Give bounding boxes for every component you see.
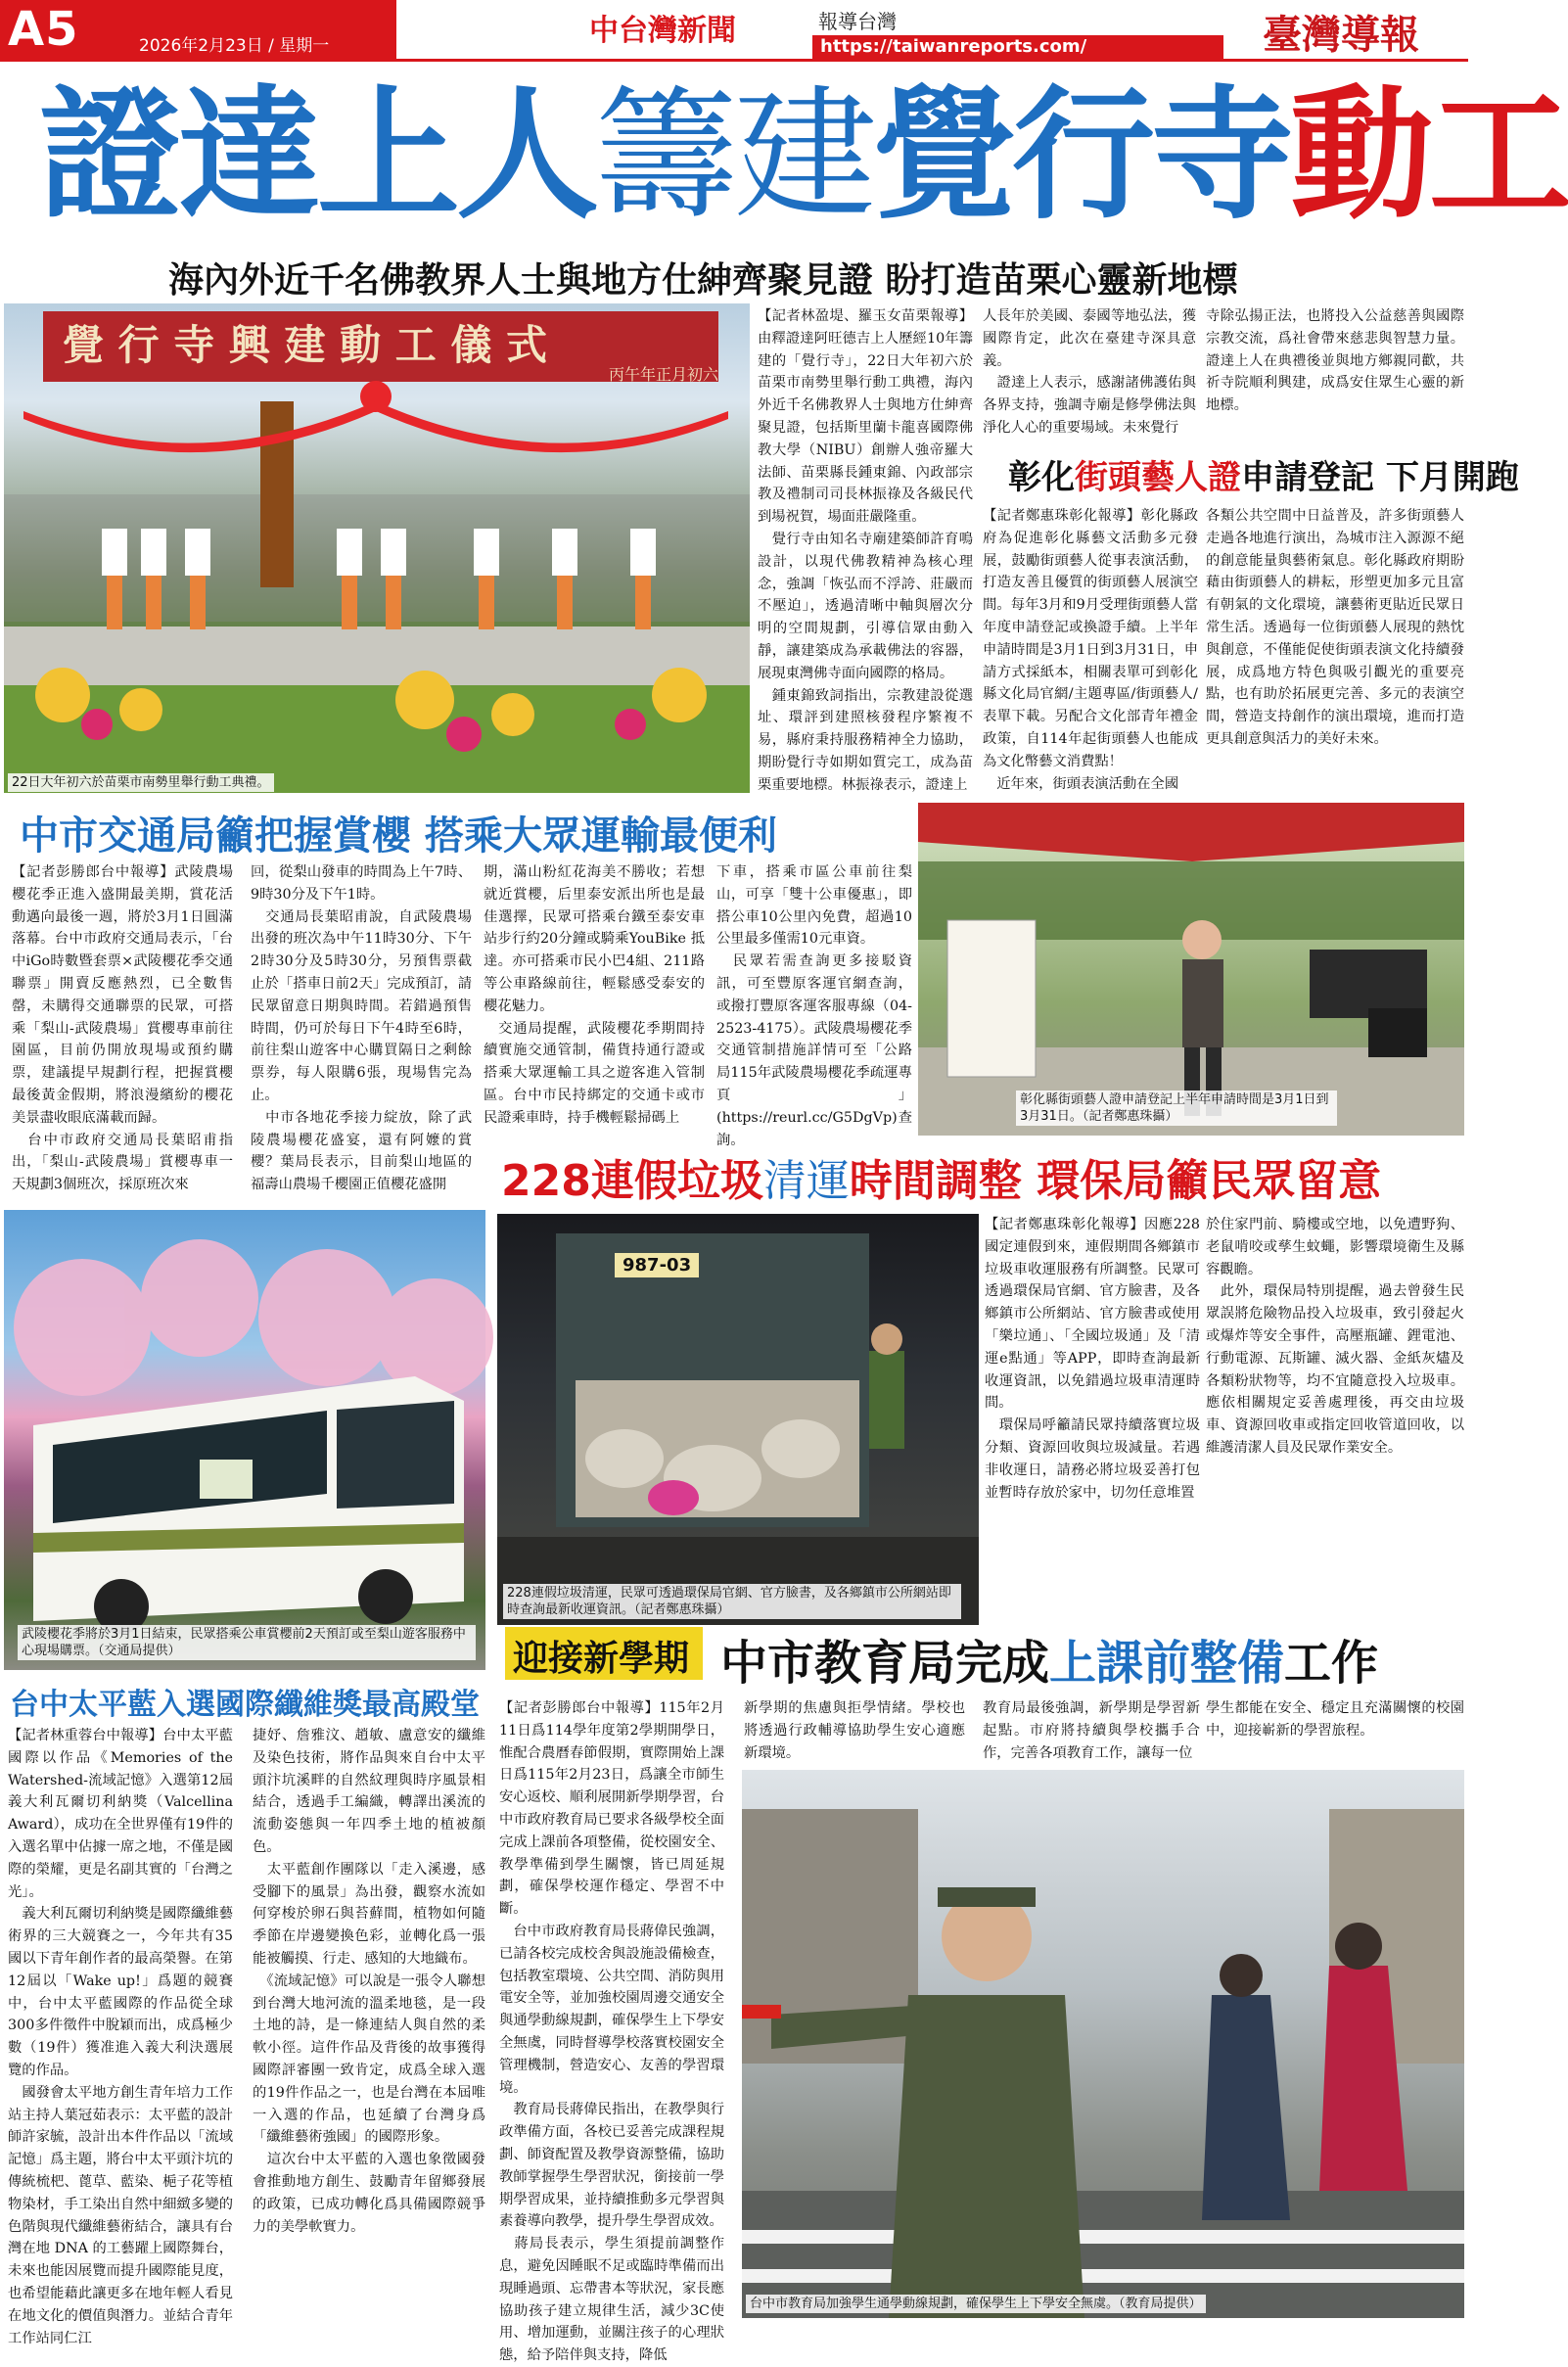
garbage-caption: 228連假垃圾清運，民眾可透過環保局官網、官方臉書，及各鄉鎮市公所網站即時查詢最新收運資訊。（記者鄭惠珠攝） — [503, 1584, 961, 1619]
education-kicker: 迎接新學期 — [513, 1639, 690, 1679]
education-col1: 【記者彭勝郎台中報導】115年2月11日爲114學年度第2學期開學日，惟配合農曆春節假期，實際開始上課日爲115年2月23日，爲讓全市師生安心返校、順利展開新學期學習，台中市政府教育局已要求各級學校全面完成上課前各項整備，從校園安全、教學準備到學生關懷，皆已周延規劃，確保學校運作穩定、學習不中斷。 台中市政府教育局長蔣偉民強調，已請各校完成校舍與設施設備檢查，包括教室環境、公共空間、消防與用電安全等，並加強校園周邊交通安全與通學動線規劃，確保學生上下學安全無虞，同時督導學校落實校園安全管理機制，營造安心、友善的學習環境。 教育局長蔣偉民指出，在教學與行政準備方面，各校已妥善完成課程規劃、師資配置及教學資源整備，協助教師掌握學生學習狀況，銜接前一學期學習成果，並持續推動多元學習與素養導向教學，提升學生學習成效。 蔣局長表示，學生須提前調整作息，避免因睡眠不足或臨時準備而出現睡過頭、忘帶書本等狀況，家長應協助孩子建立規律生活，減少3C使用、增加運動，並關注孩子的心理狀態，給予陪伴與支持，降低 — [499, 1700, 724, 2364]
street-art-title-post: 申請登記 下月開跑 — [1241, 458, 1519, 497]
lead-article-col3: 寺除弘揚正法，也將投入公益慈善與國際宗教交流，爲社會帶來慈悲與智慧力量。證達上人在典禮後並與地方鄉親同歡，共祈寺院順利興建，成爲安住眾生心靈的新地標。 — [1206, 308, 1464, 414]
transport-col4: 下車，搭乘市區公車前往梨山，可享「雙十公車優惠」，即搭公車10公里內免費，超過10公里最多僅需10元車資。 民眾若需查詢更多接駁資訊，可至豐原客運官網查詢，或撥打豐原客運客服專線（04-2523-4175）。武陵農場櫻花季交通管制措施詳情可至「公路局115年武陵農場櫻花季疏運專頁」(https://reurl.cc/G5DgVp)查詢。 — [716, 864, 912, 1148]
ceremony-caption: 22日大年初六於苗栗市南勢里舉行動工典禮。 — [8, 773, 274, 792]
section-name: 中台灣新聞 — [589, 14, 736, 48]
textile-col2: 捷妤、詹雅汶、趙敏、盧意安的纖維及染色技術，將作品與來自台中太平頭汴坑溪畔的自然紋理與時序風景相結合，透過手工編織，轉譯出溪流的流動姿態與一年四季土地的植被顏色。 太平藍創作團隊以「走入溪邊，感受腳下的風景」為出發，觀察水流如何穿梭於卵石與苔蘚間，植物如何隨季節在岸邊變換色彩，並轉化爲一張能被觸摸、行走、感知的大地織布。 《流域記憶》可以說是一張令人聯想到台灣大地河流的溫柔地毯，是一段土地的詩，是一條連結人與自然的柔軟小徑。這件作品及背後的故事獲得國際評審團一致肯定，成爲全球入選的19件作品之一，也是台灣在本屆唯一入選的作品，也延續了台灣身爲「纖維藝術強國」的國際形象。 這次台中太平藍的入選也象徵國發會推動地方創生、鼓勵青年留鄉發展的政策，已成功轉化爲具備國際競爭力的美學軟實力。 — [253, 1728, 485, 2235]
street-art-title-highlight: 街頭藝人證 — [1075, 458, 1241, 497]
transport-title: 中市交通局籲把握賞櫻 搭乘大眾運輸最便利 — [20, 813, 777, 859]
education-title-a: 中市教育局完成 — [720, 1636, 1050, 1691]
street-performer-photo — [918, 803, 1464, 1136]
site-url[interactable]: https://taiwanreports.com/ — [820, 36, 1087, 57]
garbage-title-b: 清運 — [762, 1156, 850, 1206]
garbage-title-a: 228連假垃圾 — [501, 1156, 763, 1206]
lead-article-col2: 人長年於美國、泰國等地弘法，獲國際肯定，此次在臺建寺深具意義。 證達上人表示，感謝諸佛護佑與各界支持，強調寺廟是修學佛法與淨化人心的重要場域。未來覺行 — [983, 308, 1196, 436]
transport-col1: 【記者彭勝郎台中報導】武陵農場櫻花季正進入盛開最美期，賞花活動邁向最後一週，將於3月1日圓滿落幕。台中市政府交通局表示，「台中iGo時數暨套票×武陵櫻花季交通聯票」開賣反應熱烈，已全數售罄，未購得交通聯票的民眾，可搭乘「梨山-武陵農場」賞櫻專車前往園區，目前仍開放現場或預約購票，建議提早規劃行程，把握賞櫻最後黃金假期，將浪漫繽紛的櫻花美景盡收眼底滿載而歸。 台中市政府交通局長葉昭甫指出，「梨山-武陵農場」賞櫻專車一天規劃3個班次，採原班次來 — [12, 864, 233, 1193]
garbage-col2: 於住家門前、騎樓或空地，以免遭野狗、老鼠啃咬或孳生蚊蠅，影響環境衛生及縣容觀瞻。 此外，環保局特別提醒，過去曾發生民眾誤將危險物品投入垃圾車，致引發起火或爆炸等安全事件，高壓瓶罐、鋰電池、行動電源、瓦斯罐、滅火器、金紙灰燼及各類粉狀物等，均不宜隨意投入垃圾車。應依相關規定妥善處理後，再交由垃圾車、資源回收車或指定回收管道回收，以維護清潔人員及民眾作業安全。 — [1206, 1217, 1464, 1456]
traffic-guard-photo — [742, 1770, 1464, 2318]
traffic-guard-scene — [742, 1770, 1464, 2318]
transport-col3: 期，滿山粉紅花海美不勝收；若想就近賞櫻，后里泰安派出所也是最佳選擇，民眾可搭乘台鐵至泰安車站步行約20分鐘或騎乘YouBike 抵達。亦可搭乘市民小巴4組、211路等公車路線前往，輕鬆感受泰安的櫻花魅力。 交通局提醒，武陵櫻花季期間持續實施交通管制，備貨持通行證或搭乘大眾運輸工具之遊客進入管制區。台中市民持綁定的交通卡或市民證乘車時，持手機輕鬆掃碼上 — [484, 864, 705, 1126]
street-art-title-pre: 彰化 — [1008, 458, 1075, 497]
ceremony-banner-text: 覺 行 寺 興 建 動 工 儀 式 — [63, 321, 547, 369]
report-label: 報導台灣 — [818, 10, 897, 33]
education-title-highlight: 上課前整備 — [1049, 1636, 1285, 1691]
education-title — [720, 1625, 1378, 1693]
ceremony-banner-date: 丙午年正月初六 — [609, 365, 719, 384]
bus-photo — [4, 1210, 485, 1670]
transport-col2: 回，從梨山發車的時間為上午7時、9時30分及下午1時。 交通局長葉昭甫說，自武陵農場出發的班次為中午11時30分、下午2時30分及5時30分，另預售票截止於「搭車日前2天」完成預訂，請民眾留意日期與時間。若錯過預售時間，仍可於每日下午4時至6時，前往梨山遊客中心購買隔日之剩餘票券，每人限購6張，現場售完為止。 中市各地花季接力綻放，除了武陵農場櫻花盛宴，還有阿嬤的賞櫻？葉局長表示，目前梨山地區的福壽山農場千櫻園正值櫻花盛開 — [251, 864, 472, 1193]
transport-caption: 武陵櫻花季將於3月1日結束，民眾搭乘公車賞櫻前2天預訂或至梨山遊客服務中心現場購票。（交通局提供） — [18, 1625, 476, 1660]
street-art-caption: 彰化縣街頭藝人證申請登記上半年申請時間是3月1日到3月31日。（記者鄭惠珠攝） — [1016, 1091, 1337, 1126]
lead-article-col1: 【記者林盈堤、羅玉女苗栗報導】由釋證達阿旺德吉上人歷經10年籌建的「覺行寺」，22日大年初六於苗栗市南勢里舉行動工典禮，海內外近千名佛教界人士與地方仕紳齊聚見證，包括斯里蘭卡龍喜國際佛教大學（NIBU）創辦人強帝羅大法師、苗栗縣長鍾東錦、內政部宗教及禮制司司長林振祿及各級民代到場祝賀，場面莊嚴隆重。 覺行寺由知名寺廟建築師許育鳴設計，以現代佛教精神為核心理念，強調「恢弘而不浮誇、莊嚴而不壓迫」，透過清晰中軸與層次分明的空間規劃，引導信眾由動入靜，讓建築成為承載佛法的容器，展現東灣佛寺面向國際的格局。 鍾東錦致詞指出，宗教建設從選址、環評到建照核發程序繁複不易，縣府秉持服務精神全力協助，期盼覺行寺如期如質完工，成為苗栗重要地標。林振祿表示，證達上 — [758, 308, 973, 793]
lead-headline — [39, 63, 1568, 249]
issue-date: 2026年2月23日 / 星期一 — [139, 36, 330, 56]
truck-plate: 987-03 — [615, 1253, 699, 1277]
newspaper-logo: 臺灣導報 — [1263, 12, 1419, 58]
headline-part-4: 動工 — [1290, 72, 1568, 239]
headline-part-2: 籌建 — [595, 72, 873, 239]
garbage-truck-photo — [497, 1214, 979, 1625]
education-col3: 教育局最後強調，新學期是學習新起點。市府將持續與學校攜手合作，完善各項教育工作，讓每一位 — [983, 1700, 1200, 1761]
garbage-title — [501, 1145, 1381, 1208]
page-number: A5 — [8, 2, 79, 57]
education-title-b: 工作 — [1284, 1636, 1379, 1691]
street-art-title — [1008, 450, 1519, 498]
street-art-col2: 各類公共空間中日益普及，許多街頭藝人走過各地進行演出，為城市注入源源不絕的創意能量與藝術氣息。彰化縣政府期盼藉由街頭藝人的耕耘，形塑更加多元且富有朝氣的文化環境，讓藝術更貼近民眾日常生活。透過每一位街頭藝人展現的熱忱與創意，不僅能促使街頭表演文化持續發展，成爲地方特色與吸引觀光的重要亮點，也有助於拓展更完善、多元的表演空間，營造支持創作的演出環境，進而打造更具創意與活力的美好未來。 — [1206, 508, 1464, 747]
bus-scene — [4, 1210, 485, 1670]
education-caption: 台中市教育局加強學生通學動線規劃，確保學生上下學安全無虞。（教育局提供） — [746, 2295, 1206, 2313]
garbage-title-c: 時間調整 環保局籲民眾留意 — [849, 1156, 1382, 1206]
headline-part-3: 覺行寺 — [873, 72, 1290, 239]
street-performer-scene — [918, 803, 1464, 1136]
education-col2: 新學期的焦慮與拒學情緒。學校也將透過行政輔導協助學生安心適應新環境。 — [744, 1700, 965, 1761]
education-col4: 學生都能在安全、穩定且充滿關懷的校園中，迎接嶄新的學習旅程。 — [1206, 1700, 1464, 1739]
textile-col1: 【記者林重蓉台中報導】台中太平藍國際以作品《Memories of the Watershed-流域記憶》入選第12屆義大利瓦爾切利納獎（Valcellina Award），成功在全世界僅有19件的入選名單中佔據一席之地，不僅是國際的榮耀，更是名副其實的「台灣之光」。 義大利瓦爾切利納獎是國際纖維藝術界的三大競賽之一，今年共有35國以下青年創作者的最高榮譽。在第12屆以「Wake up!」爲題的競賽中，台中太平藍國際的作品從全球300多件徵件中脫穎而出，成爲極少數（19件）獲准進入義大利決選展覽的作品。 國發會太平地方創生青年培力工作站主持人葉冠茹表示：太平藍的設計師許家毓，設計出本件作品以「流域記憶」爲主題，將台中太平頭汴坑的傳統梳杷、蓖草、藍染、梔子花等植物染材，手工染出自然中細緻多變的色階與現代纖維藝術結合，讓具有台灣在地 DNA 的工藝躍上國際舞台，未來也能因展覽而提升國際能見度，也希望能藉此讓更多在地年輕人看見在地文化的價值與潛力。並結合青年工作站同仁江 — [8, 1728, 233, 2346]
ceremony-photo — [4, 303, 750, 793]
lead-subheadline: 海內外近千名佛教界人士與地方仕紳齊聚見證 盼打造苗栗心靈新地標 — [168, 260, 1238, 301]
textile-title: 台中太平藍入選國際纖維獎最高殿堂 — [10, 1688, 480, 1722]
masthead-rule — [0, 59, 1468, 62]
street-art-col1: 【記者鄭惠珠彰化報導】彰化縣政府為促進彰化縣藝文活動多元發展，鼓勵街頭藝人從事表演活動，打造友善且優質的街頭藝人展演空間。每年3月和9月受理街頭藝人當年度申請登記或換證手續。上半年申請時間是3月1日到3月31日，申請方式採紙本，相關表單可到彰化縣文化局官網/主題專區/街頭藝人/表單下載。另配合文化部青年禮金政策，自114年起街頭藝人也能成為文化幣藝文消費點！ 近年來，街頭表演活動在全國 — [983, 508, 1198, 792]
headline-part-1: 證達上人 — [39, 72, 595, 239]
garbage-col1: 【記者鄭惠珠彰化報導】因應228國定連假到來，連假期間各鄉鎮市垃圾車收運服務有所調整。民眾可透過環保局官網、官方臉書，及各鄉鎮市公所網站、官方臉書或使用「樂垃通」、「全國垃圾通」及「清運e點通」等APP，即時查詢最新收運資訊，以免錯過垃圾車清運時間。 環保局呼籲請民眾持續落實垃圾分類、資源回收與垃圾減量。若遇非收運日，請務必將垃圾妥善打包並暫時存放於家中，切勿任意堆置 — [985, 1217, 1200, 1501]
garbage-truck-scene — [497, 1214, 979, 1625]
